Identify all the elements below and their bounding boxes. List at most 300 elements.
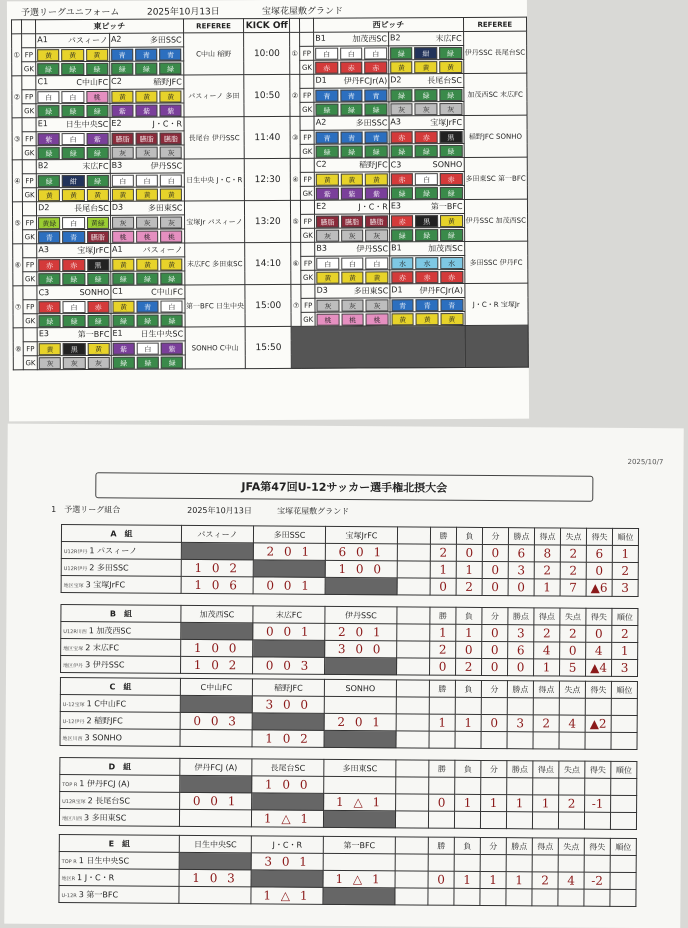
tournament-banner: JFA第47回U-12サッカー選手権北摂大会: [95, 472, 593, 501]
stat-value: 2: [559, 795, 585, 812]
league-sheet: [4, 424, 683, 928]
self-cell: [253, 640, 325, 658]
gk-colors: [37, 229, 111, 243]
gk-color-boxes: [38, 272, 109, 284]
fp-color-chip: 水: [440, 256, 463, 268]
fp-color-boxes: [39, 342, 110, 354]
gk-color-boxes: [112, 314, 183, 326]
stat-header: 順位: [612, 608, 638, 625]
stat-value: [558, 889, 584, 906]
gk-colors: [389, 101, 464, 115]
gk-label: GK: [300, 102, 314, 116]
gk-colors: [390, 311, 465, 325]
team-code: B2: [37, 161, 49, 171]
result-cell: 0 0 1: [253, 577, 325, 595]
fp-color-chip: 黄緑: [87, 216, 109, 228]
team-name: 伊丹SSC: [150, 161, 183, 171]
fp-color-chip: 黄: [341, 173, 364, 185]
team-cell: [59, 809, 179, 827]
gk-color-boxes: [38, 188, 109, 200]
team-cell: [59, 869, 179, 887]
team-name: SONHO: [79, 287, 110, 297]
fp-color-chip: 白: [364, 47, 387, 59]
team-title: [316, 117, 388, 128]
stat-header: 負: [456, 607, 482, 624]
team-name: 多田SSC: [149, 35, 182, 45]
gk-color-chip: 緑: [37, 63, 59, 75]
stat-header: 負: [456, 527, 482, 544]
team-title: [111, 76, 182, 87]
gk-color-chip: 緑: [86, 104, 108, 116]
fp-color-chip: 赤: [38, 259, 60, 271]
gk-color-chip: 緑: [86, 146, 108, 158]
fp-colors: [315, 214, 390, 228]
team-code: A2: [110, 34, 122, 44]
blank-pos: [23, 244, 37, 258]
team-title: [37, 35, 108, 46]
stat-header: 分: [481, 760, 507, 777]
stat-value: 0: [508, 579, 534, 596]
stat-header: 順位: [611, 761, 637, 778]
team-title: [38, 245, 109, 256]
fp-color-chip: 白: [112, 174, 134, 186]
team-header: [37, 201, 111, 215]
team-region: U12R宝塚: [62, 798, 86, 805]
blank-pos: [301, 284, 315, 298]
team-header: [315, 200, 390, 214]
fp-colors: [111, 257, 185, 271]
group-name: E 組: [59, 835, 179, 853]
team-title: [39, 288, 110, 297]
match-number: ④: [290, 158, 300, 200]
stat-value: 0: [482, 624, 508, 641]
gk-label: GK: [300, 144, 314, 158]
kickoff-time: 15:50: [246, 326, 292, 368]
gk-color-chip: 灰: [87, 356, 109, 368]
gk-colors: [314, 60, 389, 74]
fp-color-boxes: [316, 89, 388, 101]
stat-value: [584, 812, 610, 829]
gk-color-chip: 緑: [365, 145, 388, 157]
result-cell: 1 △ 1: [324, 793, 396, 811]
team-name: C中山FC: [94, 698, 127, 708]
opponent-header: 稲野JFC: [252, 679, 324, 697]
self-cell: [323, 810, 395, 828]
team-code: C3: [390, 160, 402, 170]
stat-value: 2: [456, 658, 482, 675]
stat-value: 0: [586, 562, 612, 579]
stat-value: [558, 855, 584, 872]
fp-color-boxes: [113, 342, 184, 354]
fp-color-chip: 青: [137, 300, 159, 312]
stat-header: 得点: [534, 528, 560, 545]
fp-colors: [390, 297, 465, 311]
gk-colors: [36, 103, 110, 117]
gk-label: GK: [301, 186, 315, 200]
blank-pos: [23, 202, 37, 216]
stat-value: [532, 812, 558, 829]
team-cell: [60, 775, 180, 793]
result-cell: 1 △ 1: [251, 887, 323, 905]
stat-header: 分: [481, 680, 507, 697]
result-cell: [324, 696, 396, 714]
team-seed: 1: [86, 698, 92, 708]
stat-value: 6: [508, 642, 534, 659]
fp-color-chip: 白: [366, 257, 389, 269]
fp-color-boxes: [38, 90, 109, 102]
stat-header: 失点: [560, 528, 586, 545]
group-name: A 組: [61, 525, 181, 543]
stat-header: 得失: [586, 608, 612, 625]
team-seed: 1: [77, 872, 83, 882]
uniform-date: 2025年10月13日: [146, 7, 220, 18]
team-seed: 1: [88, 625, 94, 635]
team-name: 日生中央SC: [140, 329, 184, 339]
team-header: [314, 74, 389, 88]
result-cell: 1 0 0: [252, 776, 324, 794]
fp-color-chip: 青: [316, 131, 339, 143]
blank-pos: [301, 242, 315, 256]
team-name: 伊丹FCJr(A): [419, 285, 464, 296]
fp-label: FP: [301, 256, 315, 270]
gk-color-chip: 黄: [62, 188, 84, 200]
fp-color-chip: 青: [111, 48, 133, 60]
fp-color-chip: 赤: [415, 131, 438, 143]
team-region: U-12伊丹: [62, 718, 85, 725]
fp-label: FP: [23, 342, 37, 356]
gk-color-chip: 緑: [440, 186, 463, 198]
team-name: 第一BFC: [430, 201, 463, 212]
gk-color-chip: 赤: [340, 61, 363, 73]
stat-value: 0: [482, 544, 508, 561]
stat-value: 1: [456, 561, 482, 578]
team-seed: 2: [87, 795, 93, 805]
fp-color-chip: 黄: [161, 258, 183, 270]
blank-pos: [22, 118, 36, 132]
stat-header: 勝点: [508, 608, 534, 625]
spacer: [396, 794, 429, 811]
gk-color-boxes: [391, 228, 463, 240]
gk-label: GK: [22, 62, 36, 76]
fp-color-chip: 臙脂: [136, 132, 158, 144]
opponent-header: 第一BFC: [323, 836, 395, 854]
stat-value: [480, 888, 506, 905]
fp-colors: [314, 172, 389, 186]
team-header: [36, 159, 110, 173]
stat-header: 勝: [429, 680, 455, 697]
opponent-header: 多田SSC: [253, 526, 325, 544]
stat-value: 1: [533, 795, 559, 812]
team-seed: 3: [85, 659, 91, 669]
gk-color-chip: 緑: [135, 62, 157, 74]
team-header: [389, 115, 464, 129]
gk-color-chip: 黄: [416, 313, 439, 325]
group-table-5: [58, 834, 636, 907]
gk-color-chip: 緑: [316, 103, 339, 115]
stat-value: 0: [456, 641, 482, 658]
fp-color-chip: 白: [160, 174, 182, 186]
gk-color-boxes: [38, 230, 109, 242]
result-cell: 3 0 1: [251, 853, 323, 871]
team-name: 長尾台SC: [74, 203, 109, 214]
gk-color-boxes: [391, 270, 463, 282]
team-name: 多田東SC: [353, 286, 389, 296]
opponent-header: 長尾台SC: [252, 759, 324, 777]
fp-color-chip: 紺: [62, 174, 84, 186]
referee-cell: SONHO C中山: [185, 327, 246, 369]
gk-color-chip: 緑: [365, 103, 388, 115]
stat-value: 2: [534, 562, 560, 579]
fp-label: FP: [300, 88, 314, 102]
fp-colors: [390, 255, 465, 269]
team-name: 伊丹SSC: [356, 244, 389, 254]
result-cell: 1 0 6: [181, 576, 253, 594]
fp-label: FP: [23, 258, 37, 272]
fp-color-chip: 白: [136, 174, 158, 186]
match-number: ⑤: [290, 200, 300, 242]
fp-label: FP: [23, 216, 37, 230]
fp-color-chip: 桃: [86, 90, 108, 102]
team-header: [110, 201, 184, 215]
gk-color-chip: 灰: [365, 229, 388, 241]
stat-value: 0: [508, 659, 534, 676]
team-name: パスィーノ: [67, 35, 108, 46]
gk-color-boxes: [316, 271, 388, 283]
stat-value: [480, 854, 506, 871]
stat-value: 2: [532, 872, 558, 889]
team-cell: [60, 792, 180, 810]
fp-color-boxes: [391, 214, 463, 226]
team-region: U12R伊丹: [63, 548, 88, 555]
stat-value: [532, 855, 558, 872]
fp-color-chip: 白: [63, 300, 85, 312]
stat-value: [429, 731, 455, 748]
blank-pos: [300, 158, 314, 172]
match-number: ⑤: [12, 202, 22, 244]
fp-color-boxes: [112, 258, 183, 270]
gk-color-chip: 青: [62, 230, 84, 242]
team-code: D3: [111, 202, 124, 212]
fp-color-chip: 青: [365, 131, 388, 143]
stat-value: [558, 812, 584, 829]
gk-colors: [37, 187, 111, 201]
fp-color-boxes: [391, 256, 463, 268]
stat-header: 得点: [534, 608, 560, 625]
team-code: C2: [111, 76, 122, 86]
opponent-header: 伊丹SSC: [325, 606, 397, 624]
gk-color-boxes: [316, 103, 388, 115]
stat-value: 0: [456, 544, 482, 561]
blank-pos: [300, 32, 314, 46]
gk-color-boxes: [111, 62, 182, 74]
gk-color-boxes: [391, 186, 463, 198]
referee-cell: 日生中央 J・C・R: [184, 159, 245, 201]
stat-value: [585, 732, 611, 749]
fp-colors: [109, 47, 183, 61]
gk-color-chip: 緑: [86, 62, 108, 74]
team-name: 宝塚JrFC: [93, 579, 126, 589]
gk-color-boxes: [316, 229, 388, 241]
fp-colors: [315, 298, 390, 312]
stat-value: [480, 811, 506, 828]
result-cell: 1 △ 1: [251, 810, 323, 828]
gk-color-chip: 緑: [38, 147, 60, 159]
fp-color-chip: 青: [340, 131, 363, 143]
team-code: E3: [390, 201, 402, 211]
stat-value: [506, 812, 532, 829]
gk-color-chip: 黄: [441, 312, 464, 324]
referee-cell-2: 多田東SC 第一BFC: [464, 157, 528, 199]
gk-color-chip: 緑: [113, 356, 135, 368]
stat-value: [506, 855, 532, 872]
opponent-header: パスィーノ: [181, 525, 253, 543]
opponent-header: 日生中央SC: [179, 835, 251, 853]
gk-colors: [315, 228, 390, 242]
result-cell: [323, 853, 395, 871]
fp-color-chip: 白: [415, 173, 438, 185]
team-title: [391, 243, 463, 254]
stat-value: 4: [586, 642, 612, 659]
gk-color-boxes: [111, 146, 182, 158]
stat-header: 得失: [584, 838, 610, 855]
spacer: [396, 731, 429, 748]
gk-color-chip: 緑: [391, 229, 414, 241]
stat-value: 0: [482, 641, 508, 658]
fp-color-boxes: [112, 174, 183, 186]
team-header: [389, 199, 464, 213]
stat-value: 0: [482, 561, 508, 578]
match-number: ④: [12, 160, 22, 202]
spacer: [397, 544, 430, 561]
stat-value: 2: [612, 625, 638, 642]
result-cell: 2 0 1: [253, 543, 325, 561]
result-cell: 3 0 0: [252, 696, 324, 714]
stat-value: [610, 889, 636, 906]
stat-value: [481, 697, 507, 714]
stat-value: 0: [430, 578, 456, 595]
fp-color-chip: 青: [135, 48, 157, 60]
gk-color-boxes: [315, 61, 387, 73]
team-title: [315, 33, 387, 44]
stat-value: [455, 731, 481, 748]
gk-colors: [389, 59, 464, 73]
stat-value: [611, 732, 637, 749]
team-title: [111, 34, 182, 45]
team-name: C中山FC: [151, 287, 183, 297]
stat-value: 2: [430, 641, 456, 658]
result-cell: 1 0 3: [179, 869, 251, 887]
result-cell: [324, 776, 396, 794]
stat-value: 0: [482, 658, 508, 675]
stat-value: 0: [428, 871, 454, 888]
gk-color-chip: 緑: [62, 104, 84, 116]
gk-colors: [37, 271, 111, 285]
stat-header: 得失: [585, 681, 611, 698]
stat-value: [506, 889, 532, 906]
gk-color-chip: 紫: [135, 104, 157, 116]
self-cell: [325, 657, 397, 675]
gk-color-chip: 灰: [415, 103, 438, 115]
opponent-header: 末広FC: [253, 606, 325, 624]
gk-label: GK: [22, 146, 36, 160]
fp-color-chip: 青: [416, 299, 439, 311]
team-code: C1: [112, 286, 123, 296]
kickoff-time: 14:10: [245, 242, 291, 284]
stat-value: [428, 854, 454, 871]
result-cell: 3 0 0: [325, 640, 397, 658]
fp-color-chip: 緑: [38, 175, 60, 187]
fp-color-chip: 青: [440, 298, 463, 310]
stat-value: 3: [508, 562, 534, 579]
gk-color-chip: 紫: [341, 187, 364, 199]
gk-colors: [37, 355, 111, 369]
fp-color-boxes: [390, 88, 462, 100]
fp-color-chip: 赤: [63, 258, 85, 270]
fp-label: FP: [301, 172, 315, 186]
stat-header: 得失: [585, 761, 611, 778]
gk-color-boxes: [38, 146, 109, 158]
fp-color-chip: 黄: [37, 49, 59, 61]
fp-color-chip: 黄: [87, 342, 109, 354]
fp-color-chip: 黒: [87, 258, 109, 270]
blank-pos: [22, 76, 36, 90]
stat-value: 1: [612, 642, 638, 659]
gk-label: GK: [23, 314, 37, 328]
gk-colors: [389, 185, 464, 199]
team-name: 長尾台SC: [95, 795, 130, 806]
fp-color-chip: 臙脂: [341, 215, 364, 227]
fp-color-chip: 黄: [316, 173, 339, 185]
stat-value: [428, 888, 454, 905]
gk-color-chip: 青: [38, 231, 60, 243]
referee-cell-2: 稲野JFC SONHO: [464, 115, 528, 157]
fp-color-boxes: [37, 48, 108, 60]
team-code: A3: [390, 117, 402, 127]
gk-color-chip: 緑: [416, 229, 439, 241]
stat-value: ▲4: [586, 659, 612, 676]
gk-color-boxes: [317, 313, 389, 325]
uniform-sheet: [7, 0, 529, 421]
team-title: [38, 203, 109, 214]
team-code: E3: [38, 329, 49, 339]
referee-header-2: REFEREE: [463, 17, 526, 31]
gk-colors: [389, 227, 464, 241]
gk-color-chip: 赤: [315, 61, 338, 73]
team-title: [38, 119, 109, 130]
stat-header: 勝: [430, 527, 456, 544]
fp-color-boxes: [316, 131, 388, 143]
stat-value: [611, 795, 637, 812]
match-number: ⑦: [291, 284, 301, 326]
team-title: [391, 201, 463, 212]
team-code: C1: [37, 77, 49, 87]
gk-color-chip: 緑: [137, 356, 159, 368]
team-name: 伊丹FCJr(A): [343, 76, 388, 86]
opponent-header: C中山FC: [180, 678, 252, 696]
team-title: [111, 118, 182, 129]
group-table-1: [61, 524, 639, 597]
team-title: [39, 329, 110, 340]
stat-value: 2: [560, 545, 586, 562]
stat-value: 2: [456, 578, 482, 595]
stat-value: 1: [481, 794, 507, 811]
team-title: [317, 285, 389, 296]
fp-colors: [37, 257, 111, 271]
stat-value: [455, 777, 481, 794]
referee-cell-2: 伊丹SSC 加茂西SC: [464, 199, 528, 241]
gk-color-chip: 緑: [137, 314, 159, 326]
fp-colors: [314, 88, 389, 102]
